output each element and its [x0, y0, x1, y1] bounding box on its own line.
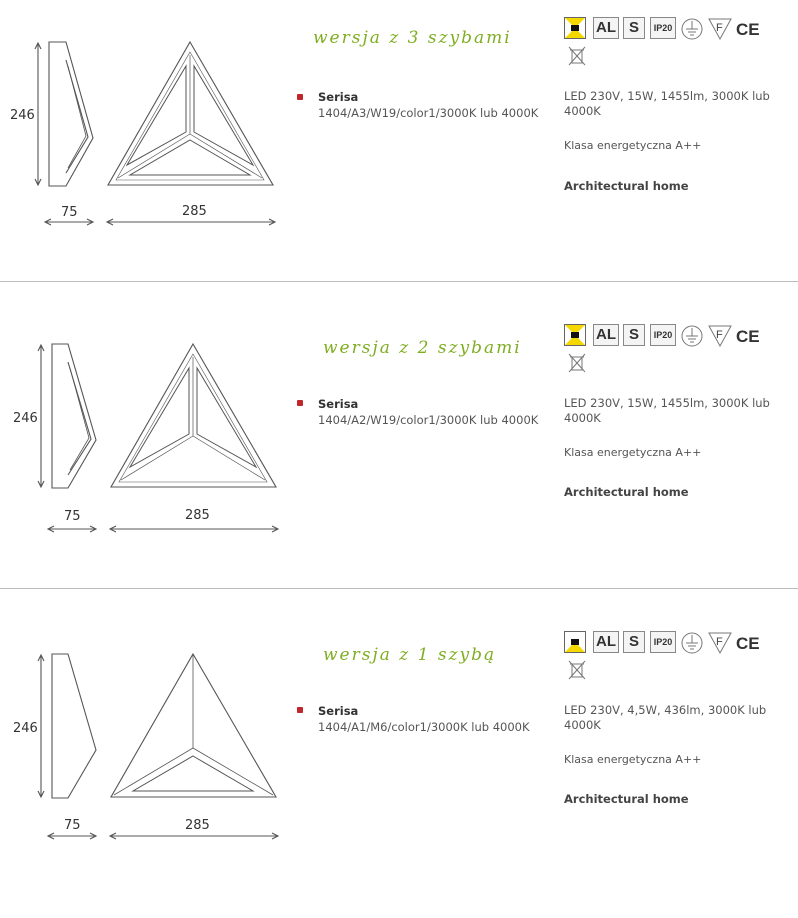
light-direction-icon	[564, 631, 586, 653]
grounding-icon	[680, 324, 704, 348]
variant-section-1	[0, 0, 798, 306]
weee-bin-icon	[567, 45, 587, 67]
width-dimension: 285	[185, 818, 210, 833]
ce-mark-label: CE	[736, 20, 760, 39]
depth-dimension: 75	[64, 818, 81, 833]
spec-text: LED 230V, 15W, 1455lm, 3000K lub 4000K	[564, 89, 770, 118]
energy-class: Klasa energetyczna A++	[564, 446, 702, 459]
f-mark-label: F	[716, 636, 723, 648]
product-code: 1404/A3/W19/color1/3000K lub 4000K	[318, 106, 539, 120]
product-name: Serisa	[318, 704, 359, 718]
ip20-icon: IP20	[650, 17, 676, 39]
f-mark-icon	[708, 324, 732, 348]
technical-drawing-3-panes	[0, 0, 290, 240]
width-dimension: 285	[182, 204, 207, 219]
f-mark-icon	[708, 631, 732, 655]
ce-mark-label: CE	[736, 327, 760, 346]
variant-title: wersja z 1 szybą	[323, 645, 497, 665]
width-dimension: 285	[185, 508, 210, 523]
light-direction-icon	[564, 324, 586, 346]
product-name: Serisa	[318, 397, 359, 411]
height-dimension: 246	[13, 721, 38, 736]
energy-class: Klasa energetyczna A++	[564, 753, 702, 766]
f-mark-icon	[708, 17, 732, 41]
ip20-icon: IP20	[650, 631, 676, 653]
ce-mark-label: CE	[736, 634, 760, 653]
bullet-icon	[297, 400, 303, 406]
ce-mark-icon	[735, 324, 765, 348]
s-class-icon: S	[623, 17, 645, 39]
variant-section-3	[0, 612, 798, 918]
certification-icons	[564, 631, 764, 657]
depth-dimension: 75	[64, 509, 81, 524]
grounding-icon	[680, 631, 704, 655]
aluminium-icon: AL	[593, 631, 619, 653]
ce-mark-icon	[735, 631, 765, 655]
spec-text: LED 230V, 4,5W, 436lm, 3000K lub 4000K	[564, 703, 767, 732]
ce-mark-icon	[735, 17, 765, 41]
spec-text: LED 230V, 15W, 1455lm, 3000K lub 4000K	[564, 396, 770, 425]
variant-title: wersja z 2 szybami	[323, 338, 522, 358]
s-class-icon: S	[623, 631, 645, 653]
height-dimension: 246	[10, 108, 35, 123]
depth-dimension: 75	[61, 205, 78, 220]
technical-drawing-1-pane	[0, 612, 290, 852]
f-mark-label: F	[716, 329, 723, 341]
weee-bin-icon	[567, 352, 587, 374]
product-name: Serisa	[318, 90, 359, 104]
collection-name: Architectural home	[564, 485, 689, 499]
bullet-icon	[297, 94, 303, 100]
f-mark-label: F	[716, 22, 723, 34]
product-code: 1404/A1/M6/color1/3000K lub 4000K	[318, 720, 530, 734]
section-divider	[0, 281, 798, 282]
aluminium-icon: AL	[593, 17, 619, 39]
certification-icons	[564, 17, 764, 43]
light-direction-icon	[564, 17, 586, 39]
bullet-icon	[297, 707, 303, 713]
energy-class: Klasa energetyczna A++	[564, 139, 702, 152]
ip20-icon: IP20	[650, 324, 676, 346]
variant-section-2	[0, 306, 798, 612]
grounding-icon	[680, 17, 704, 41]
section-divider	[0, 588, 798, 589]
weee-bin-icon	[567, 659, 587, 681]
technical-drawing-2-panes	[0, 306, 290, 546]
aluminium-icon: AL	[593, 324, 619, 346]
variant-title: wersja z 3 szybami	[313, 28, 512, 48]
collection-name: Architectural home	[564, 792, 689, 806]
collection-name: Architectural home	[564, 179, 689, 193]
s-class-icon: S	[623, 324, 645, 346]
height-dimension: 246	[13, 411, 38, 426]
certification-icons	[564, 324, 764, 350]
product-code: 1404/A2/W19/color1/3000K lub 4000K	[318, 413, 539, 427]
